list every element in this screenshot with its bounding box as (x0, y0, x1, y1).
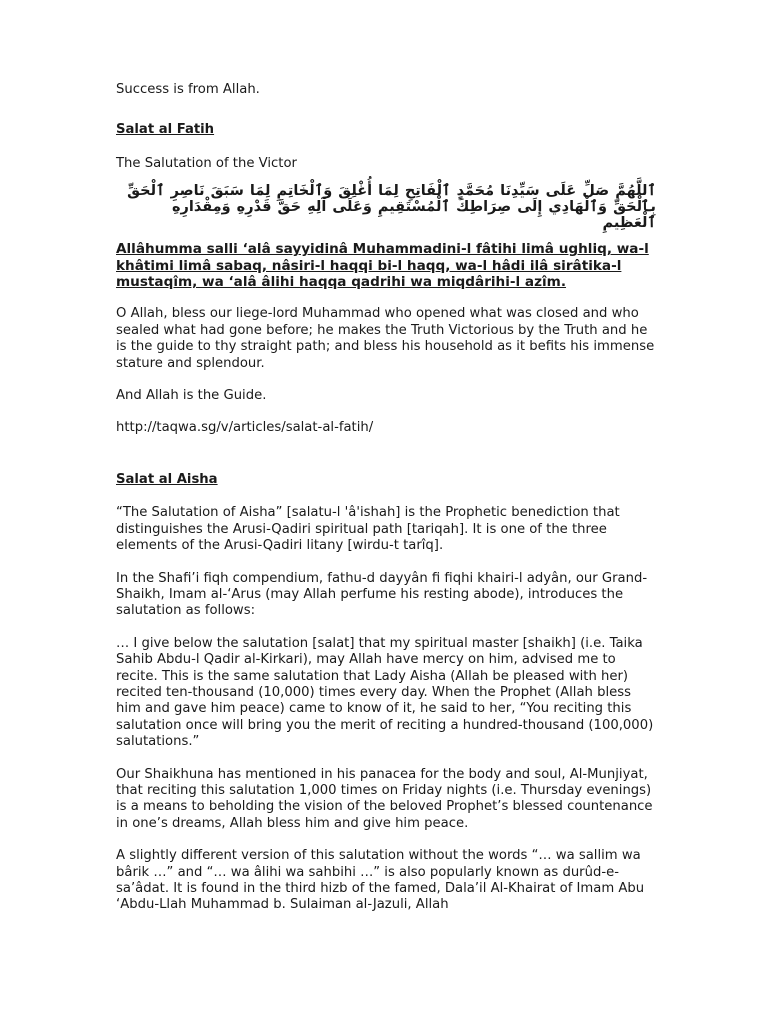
fatih-transliteration: Allâhumma salli ‘alâ sayyidinâ Muhammadini-l fâtihi limâ ughliq, wa-l khâtimi limâ sabaq, nâsiri-l haqqi bi-l haqq, wa-l hâdi ilâ sirâtika-l mustaqîm, wa ‘alâ âlihi haqqa qadrihi wa miqdârihi-l azîm. (116, 241, 649, 291)
aisha-paragraph-3: … I give below the salutation [salat] that my spiritual master [shaikh] (i.e. Taika Sahib Abdu-l Qadir al-Kirkari), may Allah have mercy on him, advised me to recite. This is the same salutation that Lady Aisha (Allah be pleased with her) recited ten-thousand (10,000) times every day. When the Prophet (Allah bless him and gave him peace) came to know of it, he said to her, “You reciting this salutation once will bring you the merit of reciting a hundred-thousand (100,000) salutations.” (116, 635, 654, 750)
fatih-arabic-text: ٱللَّهُمَّ صَلِّ عَلَى سَيِّدِنَا مُحَمَّدٍ ٱلْفَاتِحِ لِمَا أُغْلِقَ وَٱلْخَاتِمِ لِمَا سَبَقَ نَاصِرِ ٱلْحَقِّ بِٱلْحَقِّ وَٱلْهَادِي إِلَى صِرَاطِكَ ٱلْمُسْتَقِيمِ وَعَلَى آلِهِ حَقَّ قَدْرِهِ وَمِقْدَارِهِ ٱلْعَظِيمِ (127, 183, 656, 232)
salat-al-aisha-heading: Salat al Aisha (116, 471, 218, 487)
fatih-source-url[interactable]: http://taqwa.sg/v/articles/salat-al-fatih/ (116, 420, 374, 436)
document-page (116, 82, 656, 914)
aisha-paragraph-5: A slightly different version of this salutation without the words “… wa sallim wa bârik …” and “… wa âlihi wa sahbihi …” is also popularly known as durûd-e-sa’âdat. It is found in the third hizb of the famed, Dala’il Al-Khairat of Imam Abu ‘Abdu-Llah Muhammad b. Sulaiman al-Jazuli, Allah (116, 848, 645, 913)
intro-text: Success is from Allah. (116, 82, 260, 97)
fatih-closing: And Allah is the Guide. (116, 388, 267, 404)
aisha-paragraph-1: “The Salutation of Aisha” [salatu-l 'â'ishah] is the Prophetic benediction that distinguishes the Arusi-Qadiri spiritual path [tariqah]. It is one of the three elements of the Arusi-Qadiri litany [wirdu-t tarîq]. (116, 505, 620, 554)
fatih-subtitle: The Salutation of the Victor (116, 155, 297, 171)
salat-al-fatih-heading: Salat al Fatih (116, 122, 215, 138)
aisha-paragraph-4: Our Shaikhuna has mentioned in his panacea for the body and soul, Al-Munjiyat, that reciting this salutation 1,000 times on Friday nights (i.e. Thursday evenings) is a means to beholding the vision of the beloved Prophet’s blessed countenance in one’s dreams, Allah bless him and give him peace. (116, 766, 653, 831)
aisha-paragraph-2: In the Shafi’i fiqh compendium, fathu-d dayyân fi fiqhi khairi-l adyân, our Grand-Shaikh, Imam al-‘Arus (may Allah perfume his resting abode), introduces the salutation as follows: (116, 570, 648, 619)
fatih-translation: O Allah, bless our liege-lord Muhammad who opened what was closed and who sealed what had gone before; he makes the Truth Victorious by the Truth and he is the guide to thy straight path; and bless his household as it befits his immense stature and splendour. (116, 306, 655, 371)
